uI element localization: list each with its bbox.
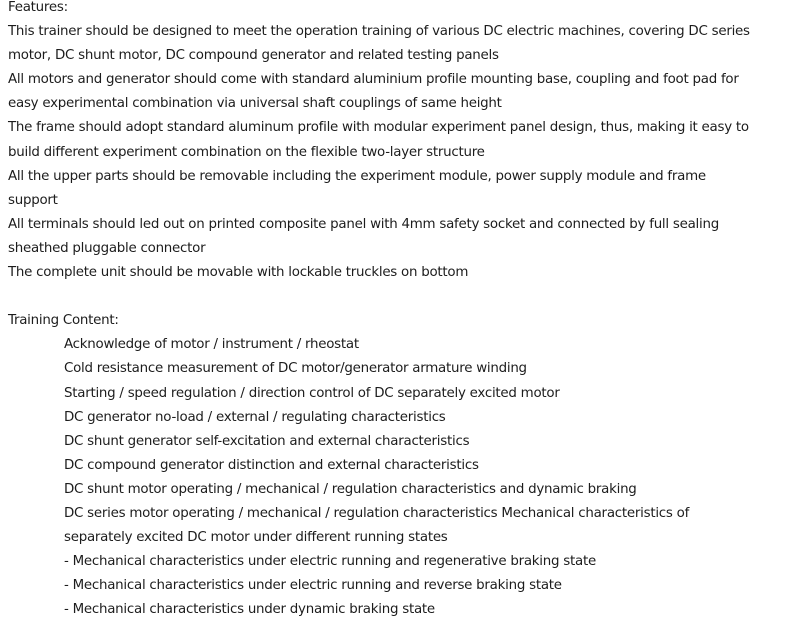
training-subitem: - Mechanical characteristics under electric running and reverse braking state (64, 578, 562, 594)
training-subitem: - Mechanical characteristics under dynamic braking state (64, 602, 435, 618)
training-item: DC shunt generator self-excitation and external characteristics (64, 433, 470, 449)
document-body (8, 0, 790, 622)
section-spacer (8, 285, 790, 309)
training-item: DC compound generator distinction and external characteristics (64, 457, 479, 473)
training-item: DC series motor operating / mechanical / regulation characteristics Mechanical characteristics of (64, 505, 690, 521)
features-line: sheathed pluggable connector (8, 240, 206, 256)
training-item: Cold resistance measurement of DC motor/generator armature winding (64, 361, 527, 377)
features-line: The frame should adopt standard aluminum profile with modular experiment panel design, thus, making it easy to (8, 120, 749, 136)
training-subitem: - Mechanical characteristics under electric running and regenerative braking state (64, 554, 596, 570)
features-line: This trainer should be designed to meet the operation training of various DC electric machines, covering DC series (8, 24, 750, 40)
features-heading: Features: (8, 0, 68, 15)
training-item: DC generator no-load / external / regulating characteristics (64, 409, 446, 425)
features-list (8, 20, 790, 285)
features-line: All terminals should led out on printed composite panel with 4mm safety socket and connected by full sealing (8, 216, 719, 232)
features-line: All the upper parts should be removable including the experiment module, power supply module and frame (8, 168, 706, 184)
features-line: The complete unit should be movable with lockable truckles on bottom (8, 265, 469, 281)
features-line: All motors and generator should come with standard aluminium profile mounting base, coupling and foot pad for (8, 72, 739, 88)
features-line: support (8, 192, 58, 208)
training-item: DC shunt motor operating / mechanical / regulation characteristics and dynamic braking (64, 481, 637, 497)
training-heading: Training Content: (8, 313, 119, 329)
training-item: Acknowledge of motor / instrument / rheostat (64, 337, 359, 353)
training-item: Starting / speed regulation / direction control of DC separately excited motor (64, 385, 560, 401)
features-line: build different experiment combination on the flexible two-layer structure (8, 144, 485, 160)
features-line: motor, DC shunt motor, DC compound generator and related testing panels (8, 48, 499, 64)
training-item: separately excited DC motor under different running states (64, 530, 448, 546)
features-line: easy experimental combination via universal shaft couplings of same height (8, 96, 502, 112)
training-list (8, 333, 790, 622)
